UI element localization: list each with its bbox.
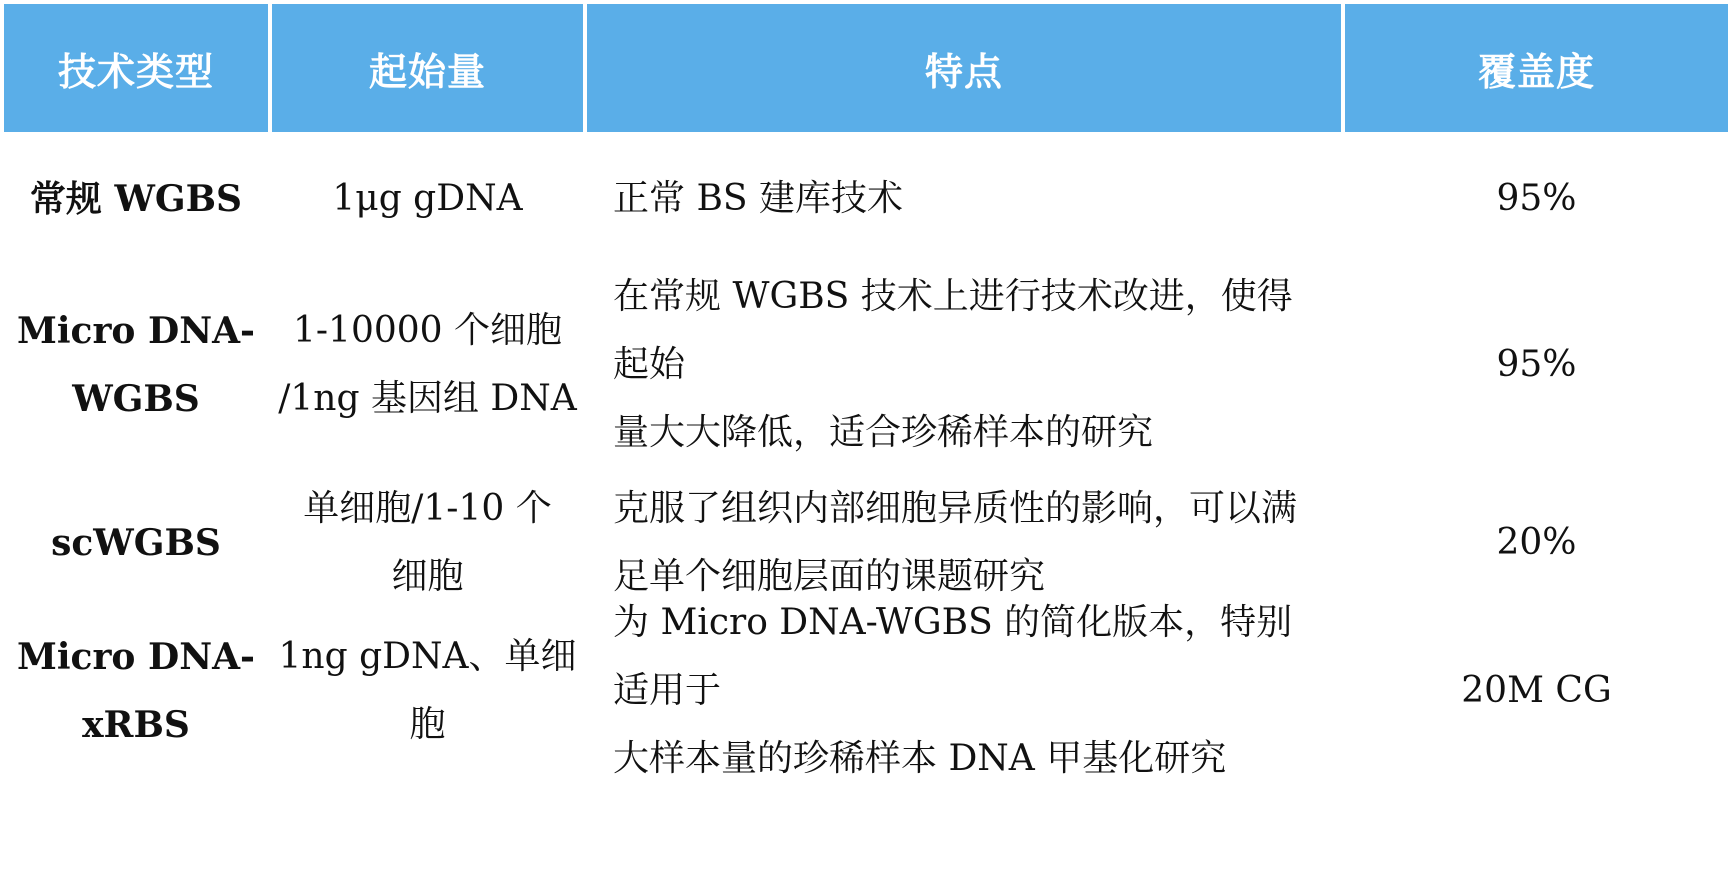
cell-coverage: 95% [1496, 344, 1577, 385]
cell-tech-type: 常规 WGBS [29, 178, 243, 220]
cell-start-amount: 1ng gDNA、单细 胞 [278, 636, 577, 745]
cell-coverage: 20M CG [1461, 670, 1612, 711]
cell-coverage: 95% [1496, 178, 1577, 219]
cell-features: 在常规 WGBS 技术上进行技术改进，使得起始 量大大降低，适合珍稀样本的研究 [613, 276, 1293, 453]
cell-tech-type: Micro DNA- WGBS [17, 310, 255, 420]
table-header [4, 4, 1732, 132]
header-start-amount: 起始量 [272, 4, 583, 132]
cell-features: 克服了组织内部细胞异质性的影响，可以满 足单个细胞层面的课题研究 [613, 488, 1298, 597]
header-tech-type: 技术类型 [4, 4, 268, 132]
cell-start-amount: 1μg gDNA [332, 178, 523, 219]
cell-start-amount: 单细胞/1-10 个 细胞 [303, 488, 552, 597]
header-features: 特点 [587, 4, 1341, 132]
cell-features: 为 Micro DNA-WGBS 的简化版本，特别适用于 大样本量的珍稀样本 DNA 甲基化研究 [613, 602, 1293, 779]
cell-features: 正常 BS 建库技术 [613, 178, 904, 219]
cell-start-amount: 1-10000 个细胞 /1ng 基因组 DNA [278, 310, 577, 419]
cell-tech-type: scWGBS [51, 522, 221, 564]
table-row [4, 144, 1728, 254]
table-row [4, 276, 1728, 453]
cell-coverage: 20% [1496, 522, 1577, 563]
table-row [4, 602, 1728, 779]
comparison-table [4, 4, 1732, 779]
cell-tech-type: Micro DNA- xRBS [17, 636, 255, 746]
header-coverage: 覆盖度 [1345, 4, 1728, 132]
